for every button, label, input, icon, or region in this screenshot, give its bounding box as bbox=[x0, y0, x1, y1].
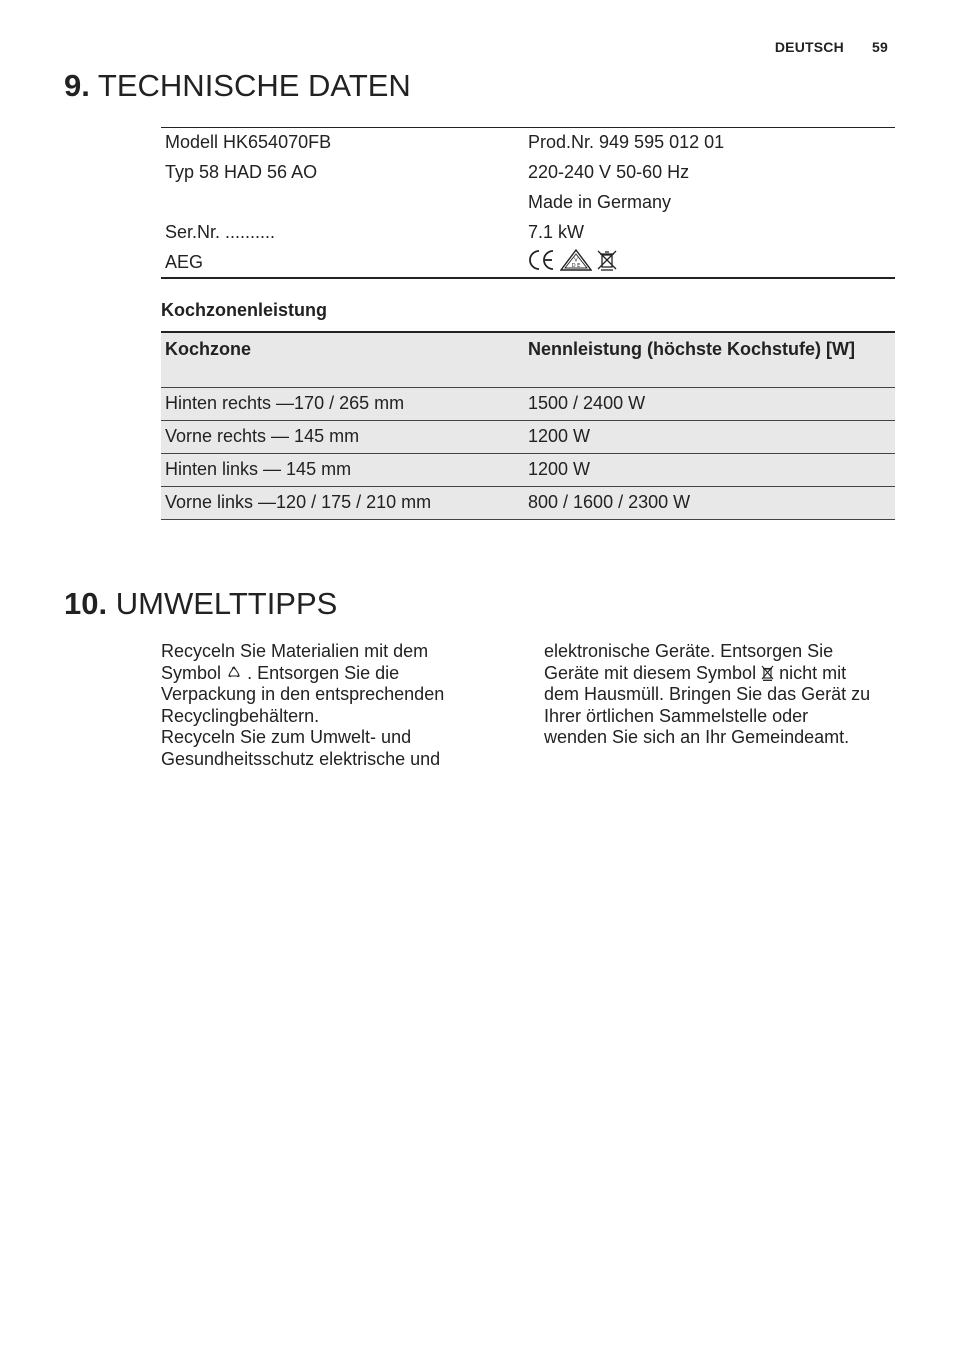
spec-table bbox=[161, 127, 895, 279]
text-column-right bbox=[544, 641, 874, 749]
paragraph-text: Recyceln Sie Materialien mit dem Symbol bbox=[161, 641, 429, 683]
table-row bbox=[161, 217, 895, 247]
table-cell: 800 / 1600 / 2300 W bbox=[528, 486, 895, 519]
section-title-technische-daten bbox=[64, 68, 411, 104]
subheading-kochzonenleistung: Kochzonenleistung bbox=[161, 300, 327, 320]
table-cell: Vorne links —120 / 175 / 210 mm bbox=[161, 486, 528, 519]
paragraph-text: elektronische Geräte. Entsorgen Sie Geräte mit diesem Symbol bbox=[544, 641, 834, 683]
table-cell: Vorne rechts — 145 mm bbox=[161, 420, 528, 453]
table-header-row bbox=[161, 332, 895, 387]
table-row bbox=[161, 128, 895, 158]
spec-cell: 7.1 kW bbox=[528, 221, 585, 242]
section-title-text: TECHNISCHE DATEN bbox=[97, 68, 411, 103]
spec-cell: 220-240 V 50-60 Hz bbox=[528, 161, 690, 182]
table-row bbox=[161, 420, 895, 453]
text-column-left bbox=[161, 641, 491, 770]
table-cell: 1200 W bbox=[528, 420, 895, 453]
section-title-umwelttipps bbox=[64, 586, 337, 622]
paragraph: Recyceln Sie zum Umwelt- und Gesundheitsschutz elektrische und bbox=[161, 727, 441, 769]
section-number: 10. bbox=[64, 586, 108, 621]
spec-cell: Ser.Nr. .......... bbox=[165, 221, 276, 242]
section-title-text: UMWELTTIPPS bbox=[115, 586, 338, 621]
power-table bbox=[161, 331, 895, 520]
paragraph bbox=[161, 641, 491, 727]
table-row bbox=[161, 486, 895, 519]
table-row bbox=[161, 157, 895, 187]
paragraph-text: . Entsorgen Sie die Verpackung in den entsprechenden Recyclingbehältern. bbox=[161, 662, 445, 726]
weee-bin-icon bbox=[596, 249, 618, 271]
table-row bbox=[161, 453, 895, 486]
svg-text:D E: D E bbox=[571, 263, 581, 269]
column-header: Nennleistung (höchste Kochstufe) [W] bbox=[528, 332, 895, 387]
section-number: 9. bbox=[64, 68, 90, 103]
spec-cell: Prod.Nr. 949 595 012 01 bbox=[528, 132, 725, 152]
spec-cell: AEG bbox=[165, 251, 204, 272]
table-row bbox=[161, 247, 895, 278]
paragraph-text: nicht mit dem Hausmüll. Bringen Sie das Gerät zu Ihrer örtlichen Sammelstelle oder wenden Sie sich an Ihr Gemeindeamt. bbox=[544, 662, 871, 747]
header-language: DEUTSCH bbox=[774, 39, 844, 55]
vde-mark-icon bbox=[560, 249, 592, 271]
recycling-icon bbox=[226, 665, 242, 681]
table-cell: Hinten links — 145 mm bbox=[161, 453, 528, 486]
svg-text:V: V bbox=[574, 257, 578, 264]
weee-bin-icon bbox=[761, 665, 774, 681]
table-row bbox=[161, 187, 895, 217]
ce-mark-icon bbox=[528, 249, 556, 271]
page-header bbox=[775, 39, 888, 55]
spec-cell bbox=[161, 187, 528, 217]
table-row bbox=[161, 387, 895, 420]
page-number: 59 bbox=[872, 39, 888, 55]
table-cell: 1500 / 2400 W bbox=[528, 387, 895, 420]
table-cell: Hinten rechts —170 / 265 mm bbox=[161, 387, 528, 420]
spec-cell: Made in Germany bbox=[528, 191, 672, 212]
column-header: Kochzone bbox=[161, 332, 528, 387]
spec-cell: Modell HK654070FB bbox=[165, 132, 332, 152]
certification-marks bbox=[528, 247, 895, 278]
paragraph bbox=[544, 641, 874, 749]
table-cell: 1200 W bbox=[528, 453, 895, 486]
spec-cell: Typ 58 HAD 56 AO bbox=[165, 161, 318, 182]
